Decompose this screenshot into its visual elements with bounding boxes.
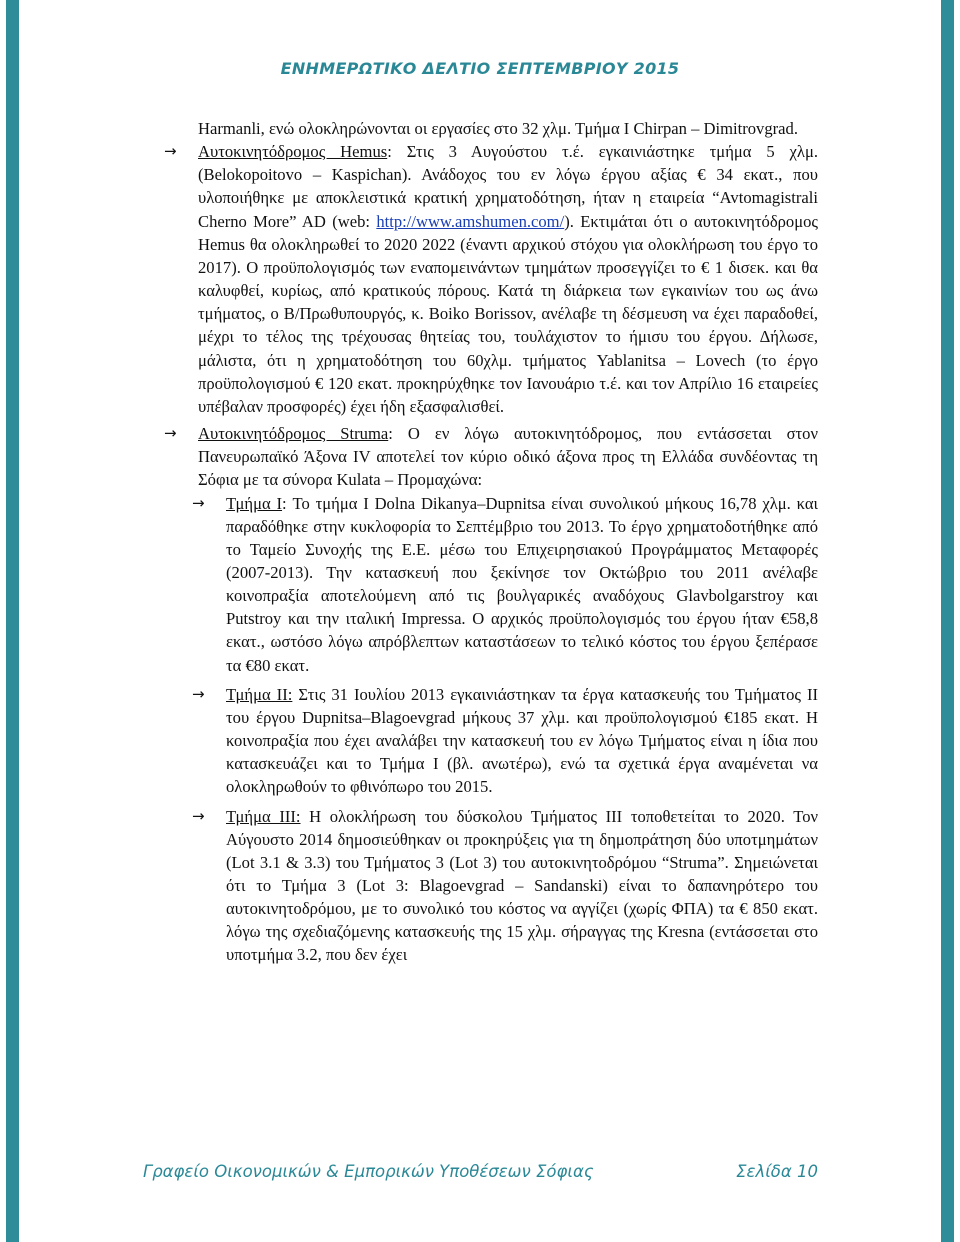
arrow-bullet-icon: → — [164, 424, 177, 443]
arrow-bullet-icon: → — [192, 493, 205, 512]
text-section-3: Η ολοκλήρωση του δύσκολου Τμήματος III τοποθετείται το 2020. Τον Αύγουστο 2014 δημοσιεύθηκαν οι προκηρύξεις για τη δημοπράτηση δύο υποτμημάτων (Lot 3.1 & 3.3) του Τμήματος 3 (Lot 3) του αυτοκινητοδρόμου “Struma”. Σημειώνεται ότι το Τμήμα 3 (Lot 3: Blagoevgrad – Sandanski) είναι το δαπανηρότερο του αυτοκινητοδρόμου, με το συνολικό του κόστος να αγγίζει (χωρίς ΦΠΑ) τα € 850 εκατ. λόγω της σχεδιαζόμενης κατασκευής της 15 χλμ. σήραγγας της Kresna (εντάσσεται στο υποτμήμα 3.2, που δεν έχει — [226, 806, 818, 965]
paragraph-intro: Harmanli, ενώ ολοκληρώνονται οι εργασίες στο 32 χλμ. Τμήμα I Chirpan – Dimitrovgrad. — [198, 119, 798, 138]
arrow-bullet-icon: → — [164, 142, 177, 161]
right-border-bar — [941, 0, 954, 1242]
text-hemus-2: ). Εκτιμάται ότι ο αυτοκινητόδρομος Hemus θα ολοκληρωθεί το 2020 2022 (έναντι αρχικού στόχου για ολοκλήρωση του έργο το 2017). Ο προϋπολογισμός των εναπομεινάντων τμημάτων προσεγγίζει το € 1 δισεκ. και θα καλυφθεί, κυρίως, από κρατικούς πόρους. Κατά τη διάρκεια των εγκαινίων του ως άνω τμήματος, ο Β/Πρωθυπουργός, κ. Boiko Borissov, ανέλαβε τη δέσμευση να έχει παραδοθεί, μέχρι το τέλος της τρέχουσας θητείας του, τουλάχιστον το ήμισυ του έργου. Δήλωσε, μάλιστα, ότι η χρηματοδότηση του 60χλμ. τμήματος Yablanitsa – Lovech (το έργο προϋπολογισμού € 120 εκατ. προκηρύχθηκε τον Ιανουάριο τ.έ. και τον Απρίλιο 16 εταιρείες υπέβαλαν προσφορές) έχει ήδη εξασφαλισθεί. — [198, 211, 818, 416]
heading-section-3: Τμήμα III: — [226, 806, 301, 826]
text-section-2: Στις 31 Ιουλίου 2013 εγκαινιάστηκαν τα έργα κατασκευής του Τμήματος II του έργου Dupnitsa–Blagoevgrad μήκους 37 χλμ. και προϋπολογισμού €185 εκατ. Η κοινοπραξία που έχει αναλάβει την κατασκευή του εν λόγω Τμήματος είναι η ίδια που κατασκευάζει και το Τμήμα I (βλ. ανωτέρω), ενώ τα σχετικά έργα αναμένεται να ολοκληρωθούν το φθινόπωρο του 2015. — [226, 684, 818, 797]
footer-office: Γραφείο Οικονομικών & Εμπορικών Υποθέσεων Σόφιας — [143, 1162, 594, 1181]
heading-section-2: Τμήμα II: — [226, 684, 293, 704]
heading-hemus: Αυτοκινητόδρομος Hemus — [198, 142, 388, 162]
list-item-section-3 — [192, 805, 818, 967]
document-body — [164, 117, 818, 967]
link-amshumen[interactable]: http://www.amshumen.com/ — [376, 211, 565, 231]
list-item-hemus — [164, 140, 818, 418]
arrow-bullet-icon: → — [192, 806, 205, 825]
page-header-title: ΕΝΗΜΕΡΩΤΙΚΟ ΔΕΛΤΙΟ ΣΕΠΤΕΜΒΡΙΟΥ 2015 — [280, 59, 680, 78]
footer-page-number: Σελίδα 10 — [736, 1162, 818, 1181]
list-item-section-1 — [192, 492, 818, 677]
text-section-1: : Το τμήμα I Dolna Dikanya–Dupnitsa είναι συνολικού μήκους 16,78 χλμ. και παραδόθηκε στην κυκλοφορία το Σεπτέμβριο του 2013. Το έργο χρηματοδοτήθηκε από το Ταμείο Συνοχής της Ε.Ε. μέσω του Επιχειρησιακού Προγράμματος Μεταφορές (2007-2013). Την κατασκευή που ξεκίνησε τον Οκτώβριο του 2011 ανέλαβε κοινοπραξία αποτελούμενη από τις βουλγαρικές αναδόχους Glavbolgarstroy και Putstroy και την ιταλική Impressa. Ο αρχικός προϋπολογισμός του έργου ήταν €58,8 εκατ., ωστόσο λόγω απρόβλεπτων καταστάσεων το τελικό κόστος του έργου ξεπέρασε τα €80 εκατ. — [226, 493, 818, 675]
text-struma: : Ο εν λόγω αυτοκινητόδρομος, που εντάσσεται στον Πανευρωπαϊκό Άξονα IV αποτελεί τον κύριο οδικό άξονα προς τη Ελλάδα συνδέοντας τη Σόφια με τα σύνορα Kulata – Προμαχώνα: — [198, 424, 818, 490]
arrow-bullet-icon: → — [192, 684, 205, 703]
heading-section-1: Τμήμα I — [226, 493, 283, 513]
list-item-section-2 — [192, 683, 818, 799]
heading-struma: Αυτοκινητόδρομος Struma — [198, 424, 389, 444]
list-item-struma — [164, 422, 818, 491]
left-border-bar — [6, 0, 19, 1242]
page-footer — [143, 1162, 818, 1181]
text-hemus: : Στις 3 Αυγούστου τ.έ. εγκαινιάστηκε τμήμα 5 χλμ. (Belokopoitovo – Kaspichan). Ανάδοχος του εν λόγω έργου αξίας € 34 εκατ., που υλοποιήθηκε με αποκλειστικά κρατική χρηματοδότηση, ήταν η εταιρεία “Avtomagistrali Cherno More” AD (web: — [198, 142, 818, 231]
